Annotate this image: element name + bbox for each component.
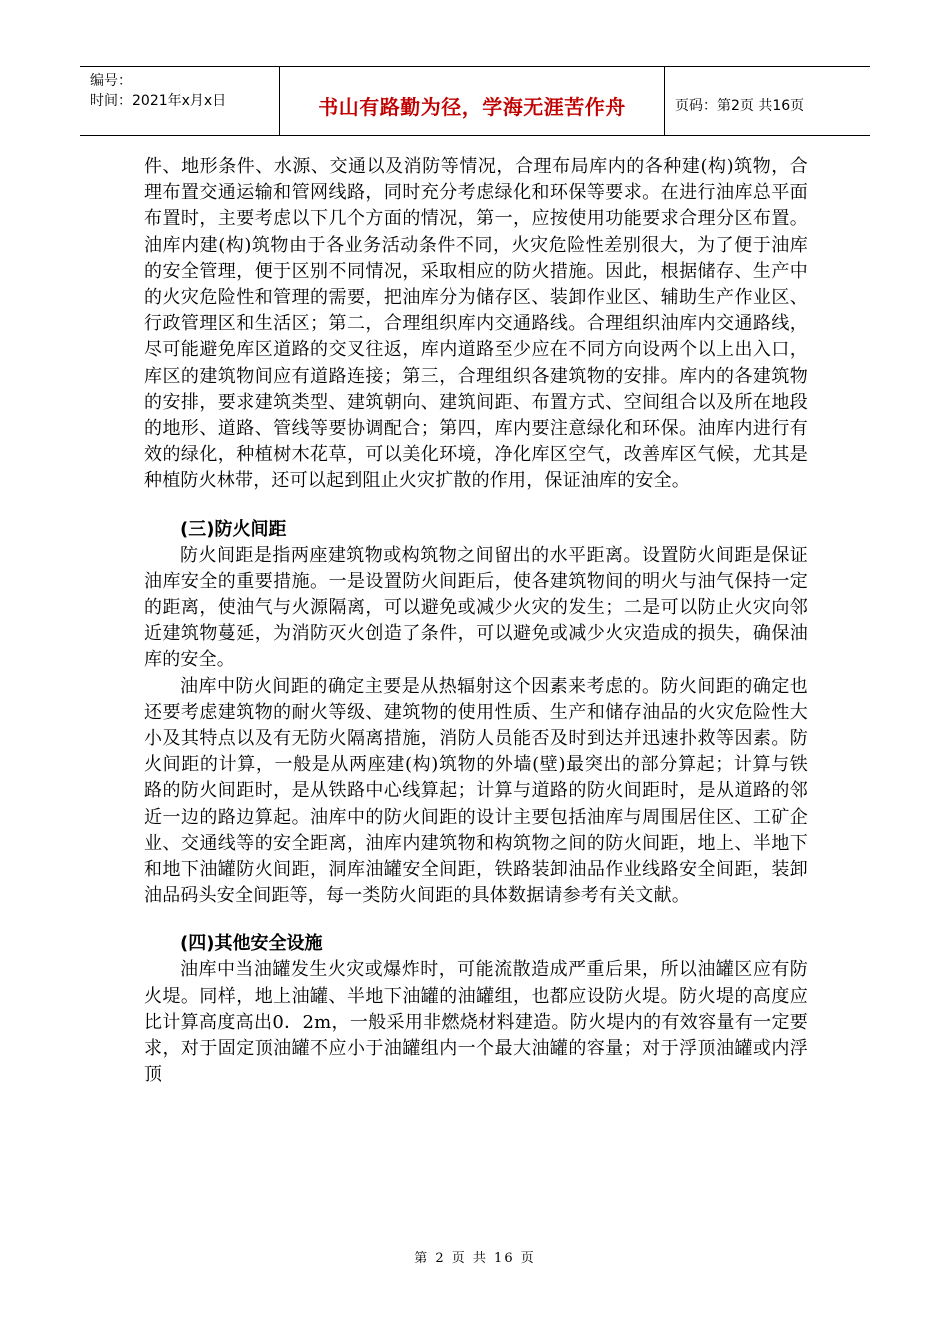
header-meta	[80, 67, 280, 135]
doc-number-label: 编号：	[90, 73, 132, 89]
page-info-text: 页码：第2页 共16页	[675, 98, 805, 114]
body-paragraph: 油库中防火间距的确定主要是从热辐射这个因素来考虑的。防火间距的确定也还要考虑建筑物的耐火等级、建筑物的使用性质、生产和储存油品的火灾危险性大小及其特点以及有无防火隔离措施，消防人员能否及时到达并迅速扑救等因素。防火间距的计算，一般是从两座建(构)筑物的外墙(壁)最突出的部分算起；计算与铁路的防火间距时，是从铁路中心线算起；计算与道路的防火间距时，是从道路的邻近一边的路边算起。油库中的防火间距的设计主要包括油库与周围居住区、工矿企业、交通线等的安全距离，油库内建筑物和构筑物之间的防火间距，地上、半地下和地下油罐防火间距，洞库油罐安全间距，铁路装卸油品作业线路安全间距，装卸油品码头安全间距等，每一类防火间距的具体数据请参考有关文献。	[144, 675, 808, 907]
body-paragraph: 防火间距是指两座建筑物或构筑物之间留出的水平距离。设置防火间距是保证油库安全的重要措施。一是设置防火间距后，使各建筑物间的明火与油气保持一定的距离，使油气与火源隔离，可以避免或减少火灾的发生；二是可以防止火灾向邻近建筑物蔓延，为消防灭火创造了条件，可以避免或减少火灾造成的损失，确保油库的安全。	[144, 544, 808, 671]
body-paragraph: 件、地形条件、水源、交通以及消防等情况，合理布局库内的各种建(构)筑物，合理布置交通运输和管网线路，同时充分考虑绿化和环保等要求。在进行油库总平面布置时，主要考虑以下几个方面的情况，第一，应按使用功能要求合理分区布置。油库内建(构)筑物由于各业务活动条件不同，火灾危险性差别很大，为了便于油库的安全管理，便于区别不同情况，采取相应的防火措施。因此，根据储存、生产中的火灾危险性和管理的需要，把油库分为储存区、装卸作业区、辅助生产作业区、行政管理区和生活区；第二，合理组织库内交通路线。合理组织油库内交通路线，尽可能避免库区道路的交叉往返，库内道路至少应在不同方向设两个以上出入口，库区的建筑物间应有道路连接；第三，合理组织各建筑物的安排。库内的各建筑物的安排，要求建筑类型、建筑朝向、建筑间距、布置方式、空间组合以及所在地段的地形、道路、管线等要协调配合；第四，库内要注意绿化和环保。油库内进行有效的绿化，种植树木花草，可以美化环境，净化库区空气，改善库区气候，尤其是种植防火林带，还可以起到阻止火灾扩散的作用，保证油库的安全。	[144, 156, 808, 492]
motto-text: 书山有路勤为径，学海无涯苦作舟	[318, 94, 626, 119]
page-header	[80, 66, 870, 136]
body-paragraph: 油库中当油罐发生火灾或爆炸时，可能流散造成严重后果，所以油罐区应有防火堤。同样，地上油罐、半地下油罐的油罐组，也都应设防火堤。防火堤的高度应比计算高度高出0．2m，一般采用非燃烧材料建造。防火堤内的有效容量有一定要求，对于固定顶油罐不应小于油罐组内一个最大油罐的容量；对于浮顶油罐或内浮顶	[144, 959, 808, 1086]
section-heading: (四)其他安全设施	[180, 933, 323, 955]
section-heading: (三)防火间距	[180, 518, 287, 540]
time-label: 时间：2021年x月x日	[90, 93, 227, 109]
document-body	[144, 154, 808, 1089]
page-footer: 第 2 页 共 16 页	[414, 1251, 536, 1266]
header-page-info-cell	[665, 67, 870, 135]
header-motto-cell	[280, 67, 665, 135]
